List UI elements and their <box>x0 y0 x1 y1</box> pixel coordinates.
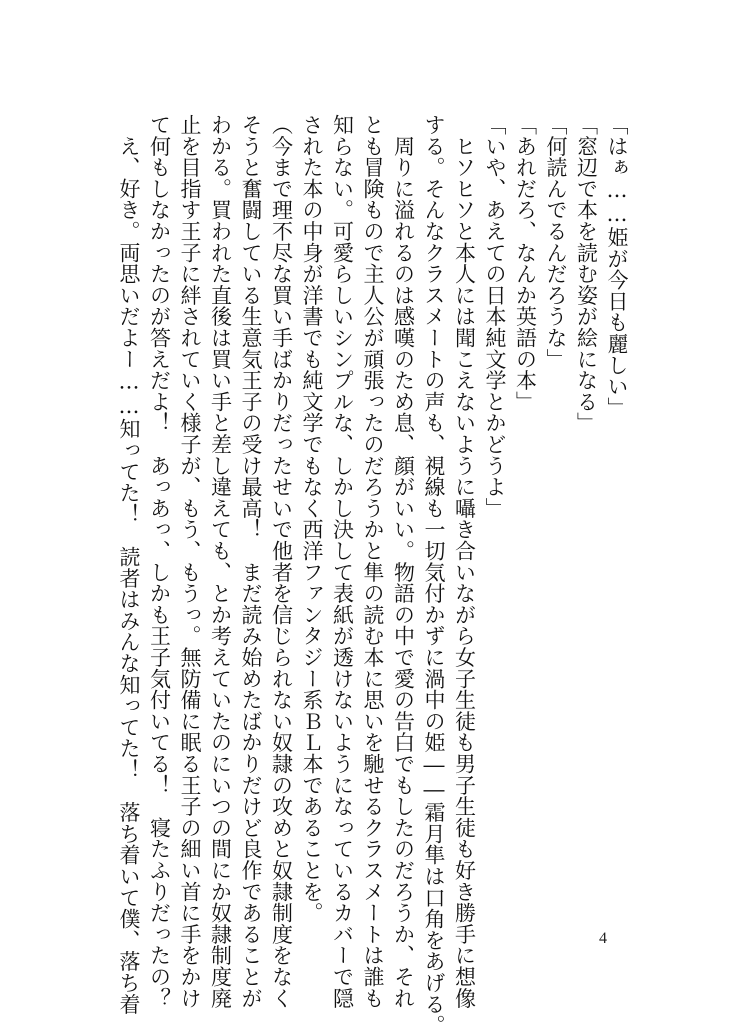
novel-text-body <box>114 114 633 1036</box>
text-line: 「はぁ……姫が今日も麗しい」 <box>605 114 629 419</box>
text-line: 「あれだろ、なんか英語の本」 <box>513 114 538 413</box>
text-line: 止を目指す王子に絆されていく様子が、もう、もうっ。無防備に眠る王子の細い首に手をかけ <box>178 114 202 1009</box>
text-line: わかる。買われた直後は買い手と差し違えても、とか考えていたのにいつの間にか奴隷制度廃 <box>208 114 233 1009</box>
text-line: 知らない。可愛らしいシンプルな、しかし決して表紙が透けないようになっているカバーで隠 <box>330 114 355 1009</box>
text-line: 周りに溢れるのは感嘆のため息、顔がいい。物語の中で愛の告白でもしたのだろうか、それ <box>391 114 416 1009</box>
text-line: て何もしなかったのが答えだよ！ あっあっ、しかも王子気付いてる！ 寝たふりだったの？ <box>147 114 172 1009</box>
text-line: 「窓辺で本を読む姿が絵になる」 <box>574 114 599 434</box>
text-line: 「何読んでるんだろうな」 <box>544 114 568 370</box>
text-line: そうと奮闘している生意気王子の受け最高！ まだ読み始めたばかりだけど良作であることが <box>239 114 263 1009</box>
text-line: （今まで理不尽な買い手ばかりだったせいで他者を信じられない奴隷の攻めと奴隷制度をなく <box>269 114 294 1009</box>
text-line: 「いや、あえての日本純文学とかどうよ」 <box>483 114 507 519</box>
text-line: とも冒険もので主人公が頑張ったのだろうかと隼の読む本に思いを馳せるクラスメートは誰も <box>361 114 385 1009</box>
text-line: された本の中身が洋書でも純文学でもなく西洋ファンタジー系ＢＬ本であることを。 <box>300 114 324 924</box>
text-line: ヒソヒソと本人には聞こえないように囁き合いながら女子生徒も男子生徒も好き勝手に想像 <box>452 114 477 1009</box>
text-line: え、好き。両思いだよー……知ってた！ 読者はみんな知ってた！ 落ち着いて僕、落ち着 <box>117 114 141 1015</box>
text-line: する。そんなクラスメートの声も、視線も一切気付かずに渦中の姫――霜月隼は口角をあげる。 <box>422 114 446 1036</box>
page-number: 4 <box>599 930 607 947</box>
